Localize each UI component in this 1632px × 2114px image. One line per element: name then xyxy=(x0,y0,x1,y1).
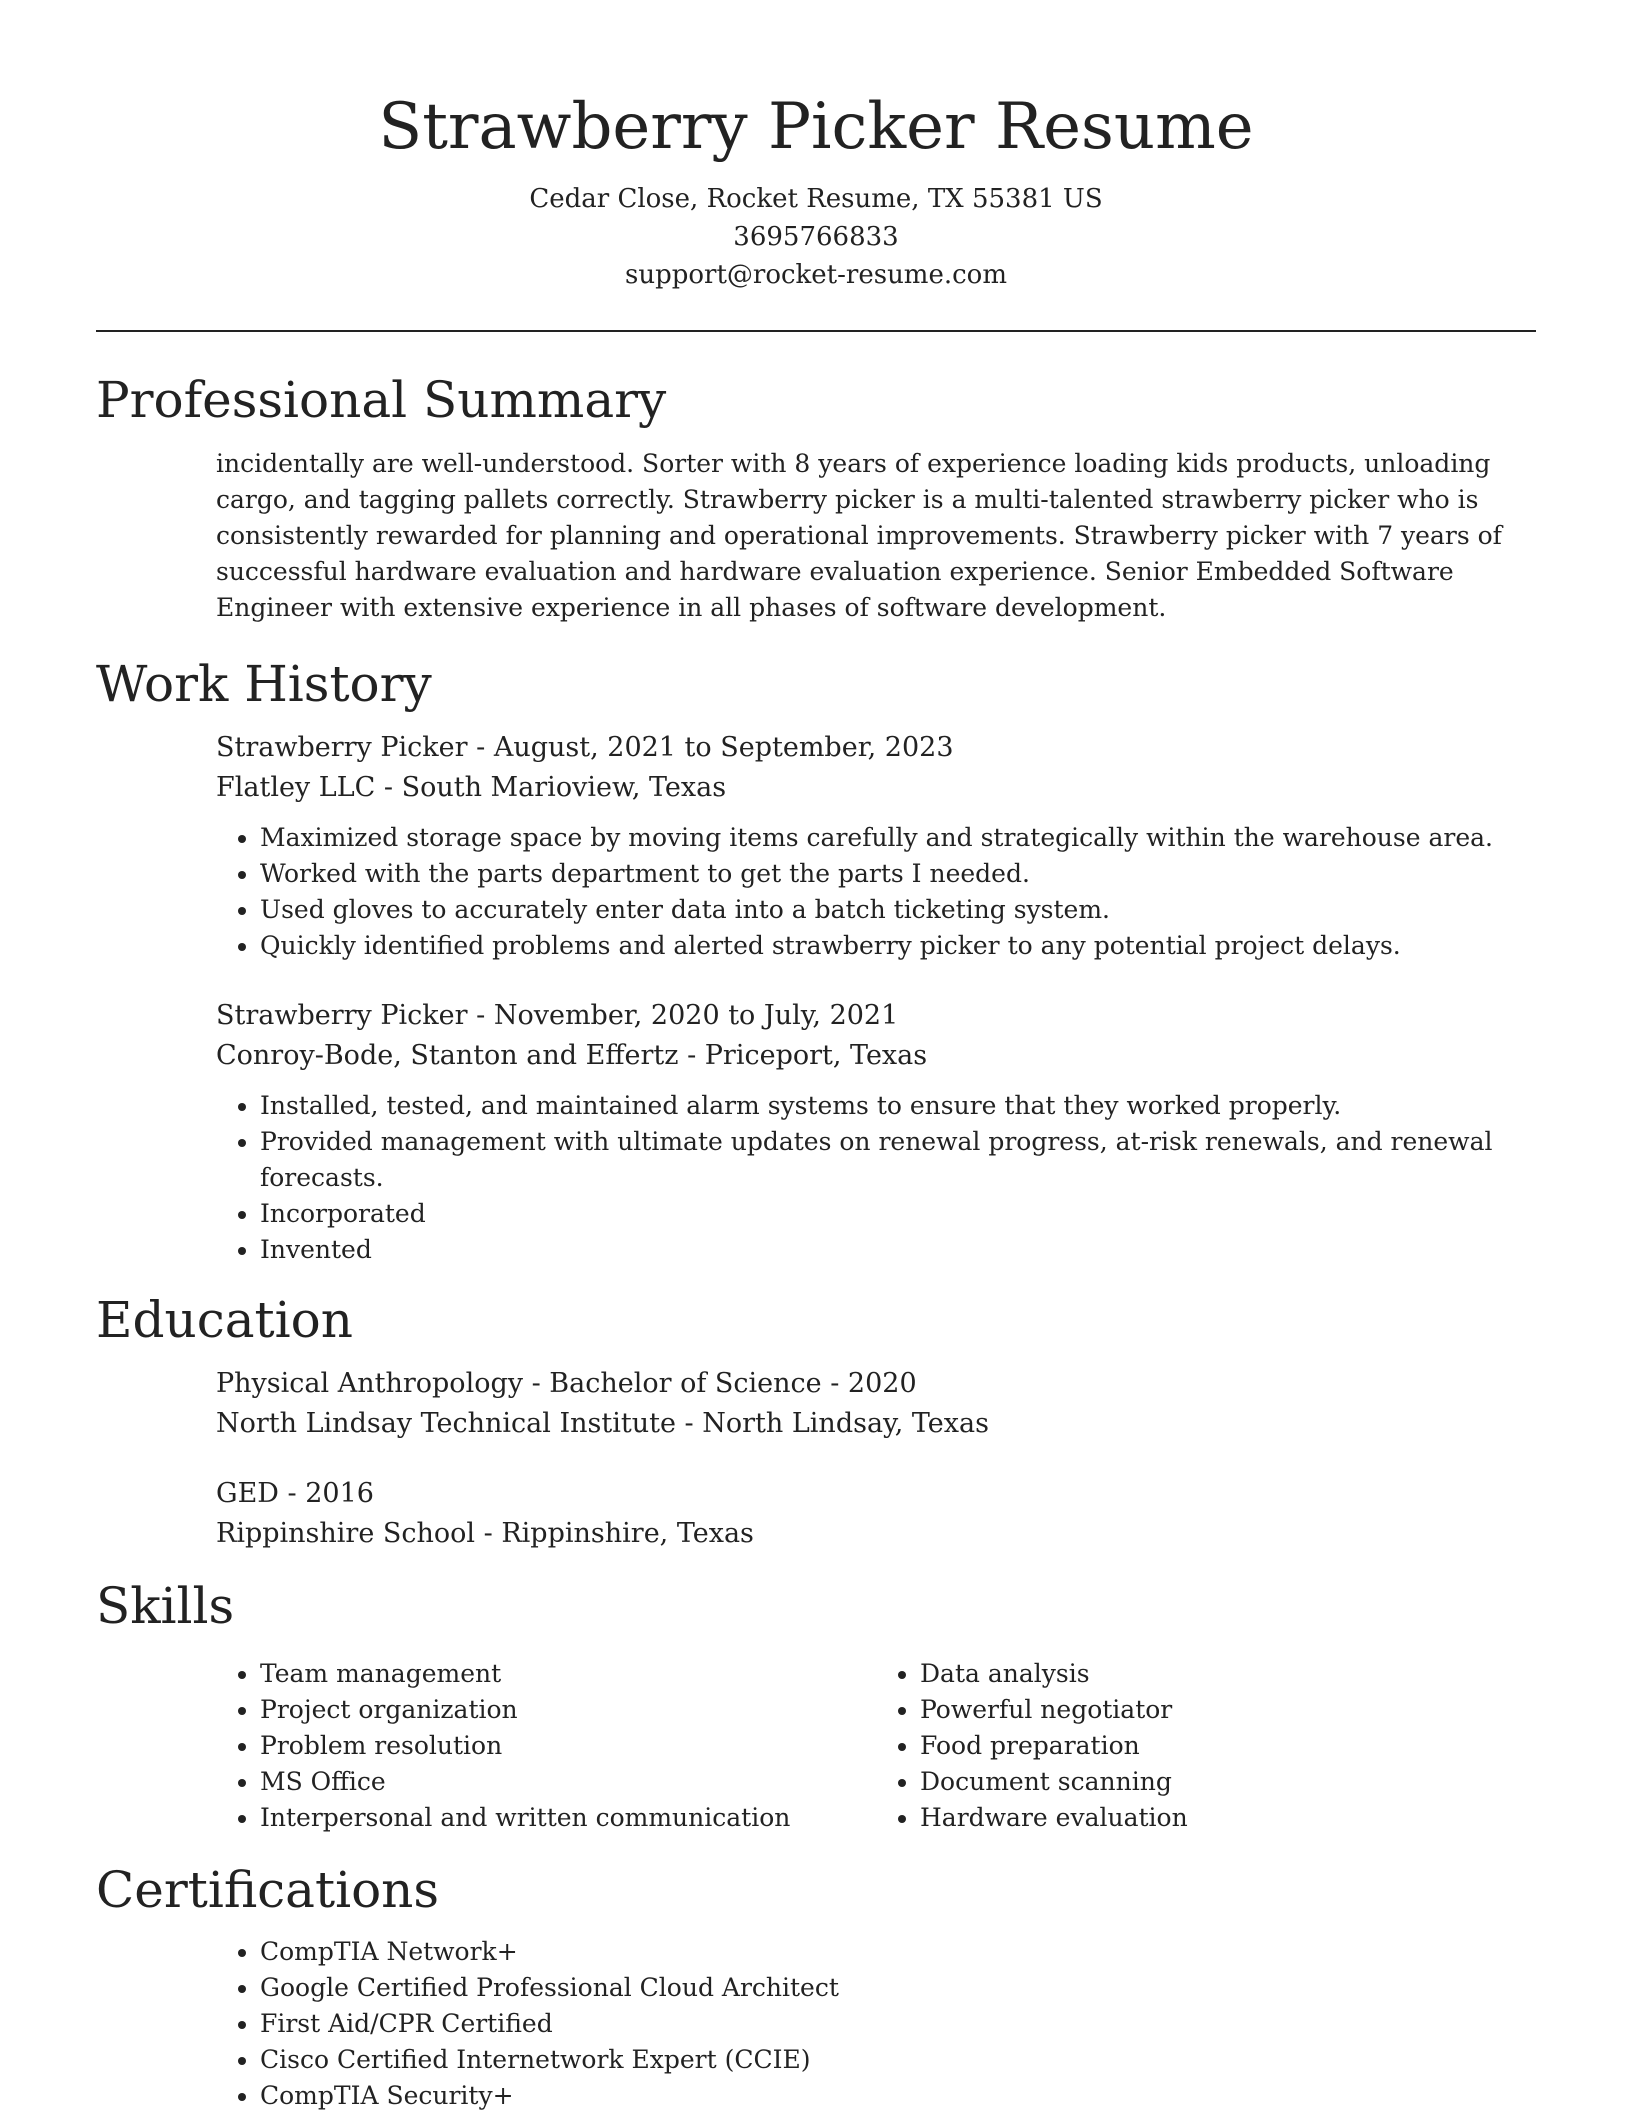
summary-text: incidentally are well-understood. Sorter with 8 years of experience loading kids products, unloading cargo, and tagging pallets correctly. Strawberry picker is a multi-talented strawberry picker who is consistently rewarded for planning and operational improvements. Strawberry picker with 7 years of successful hardware evaluation and hardware evaluation experience. Senior Embedded Software Engineer with extensive experience in all phases of software development. xyxy=(216,449,1502,622)
school-line: Rippinshire School - Rippinshire, Texas xyxy=(216,1518,754,1549)
job-company-line: Conroy-Bode, Stanton and Effertz - Priceport, Texas xyxy=(216,1040,928,1071)
list-item: • Quickly identified problems and alerted strawberry picker to any potential project delays. xyxy=(260,928,1536,964)
degree-line: GED - 2016 xyxy=(216,1478,374,1509)
education-heading: Education xyxy=(96,1291,353,1349)
list-item: • Invented xyxy=(260,1232,1536,1268)
skills-heading: Skills xyxy=(96,1577,235,1635)
job-entry xyxy=(216,996,1536,1268)
skills-grid xyxy=(216,1644,1536,1836)
job-bullets xyxy=(216,820,1536,964)
contact-email: support@rocket-resume.com xyxy=(624,260,1007,290)
job-bullets xyxy=(216,1088,1536,1268)
school-line: North Lindsay Technical Institute - North Lindsay, Texas xyxy=(216,1408,989,1439)
list-item: • Installed, tested, and maintained alarm systems to ensure that they worked properly. xyxy=(260,1088,1536,1124)
certification-item: • Cisco Certified Internetwork Expert (CCIE) xyxy=(260,2042,1536,2078)
skill-item: • Hardware evaluation xyxy=(920,1800,1536,1836)
skills-right-column xyxy=(876,1656,1536,1836)
contact-address: Cedar Close, Rocket Resume, TX 55381 US xyxy=(529,184,1103,214)
list-item: • Worked with the parts department to get the parts I needed. xyxy=(260,856,1536,892)
certifications-heading: Certifications xyxy=(96,1861,440,1919)
list-item: • Provided management with ultimate updates on renewal progress, at-risk renewals, and renewal forecasts. xyxy=(260,1124,1536,1196)
skills-section xyxy=(96,1574,1536,1836)
resume-title: Strawberry Picker Resume xyxy=(378,90,1254,164)
work-section xyxy=(96,652,1536,1268)
education-entry xyxy=(216,1364,1536,1444)
certification-item: • CompTIA Network+ xyxy=(260,1934,1536,1970)
skill-item: • Document scanning xyxy=(920,1764,1536,1800)
list-item: • Incorporated xyxy=(260,1196,1536,1232)
job-entry xyxy=(216,728,1536,964)
skill-item: • Powerful negotiator xyxy=(920,1692,1536,1728)
skill-item: • Team management xyxy=(260,1656,876,1692)
contact-phone: 3695766833 xyxy=(733,222,899,252)
skill-item: • Problem resolution xyxy=(260,1728,876,1764)
degree-line: Physical Anthropology - Bachelor of Science - 2020 xyxy=(216,1368,917,1399)
certifications-list xyxy=(216,1934,1536,2114)
resume-page xyxy=(96,0,1536,2114)
skill-item: • Data analysis xyxy=(920,1656,1536,1692)
skill-item: • Project organization xyxy=(260,1692,876,1728)
certification-item: • CompTIA Security+ xyxy=(260,2078,1536,2114)
certifications-section xyxy=(96,1858,1536,2114)
header-divider xyxy=(96,330,1536,332)
certification-item: • Google Certified Professional Cloud Architect xyxy=(260,1970,1536,2006)
skill-item: • Food preparation xyxy=(920,1728,1536,1764)
job-company-line: Flatley LLC - South Marioview, Texas xyxy=(216,772,727,803)
skills-left-column xyxy=(216,1656,876,1836)
job-role-line: Strawberry Picker - August, 2021 to September, 2023 xyxy=(216,732,954,763)
education-section xyxy=(96,1288,1536,1554)
list-item: • Maximized storage space by moving items carefully and strategically within the warehouse area. xyxy=(260,820,1536,856)
certification-item: • First Aid/CPR Certified xyxy=(260,2006,1536,2042)
work-heading: Work History xyxy=(96,655,432,713)
summary-section xyxy=(96,368,1536,626)
education-entry xyxy=(216,1474,1536,1554)
resume-header xyxy=(96,0,1536,294)
skill-item: • MS Office xyxy=(260,1764,876,1800)
summary-heading: Professional Summary xyxy=(96,371,667,429)
list-item: • Used gloves to accurately enter data into a batch ticketing system. xyxy=(260,892,1536,928)
job-role-line: Strawberry Picker - November, 2020 to July, 2021 xyxy=(216,1000,899,1031)
skill-item: • Interpersonal and written communication xyxy=(260,1800,876,1836)
